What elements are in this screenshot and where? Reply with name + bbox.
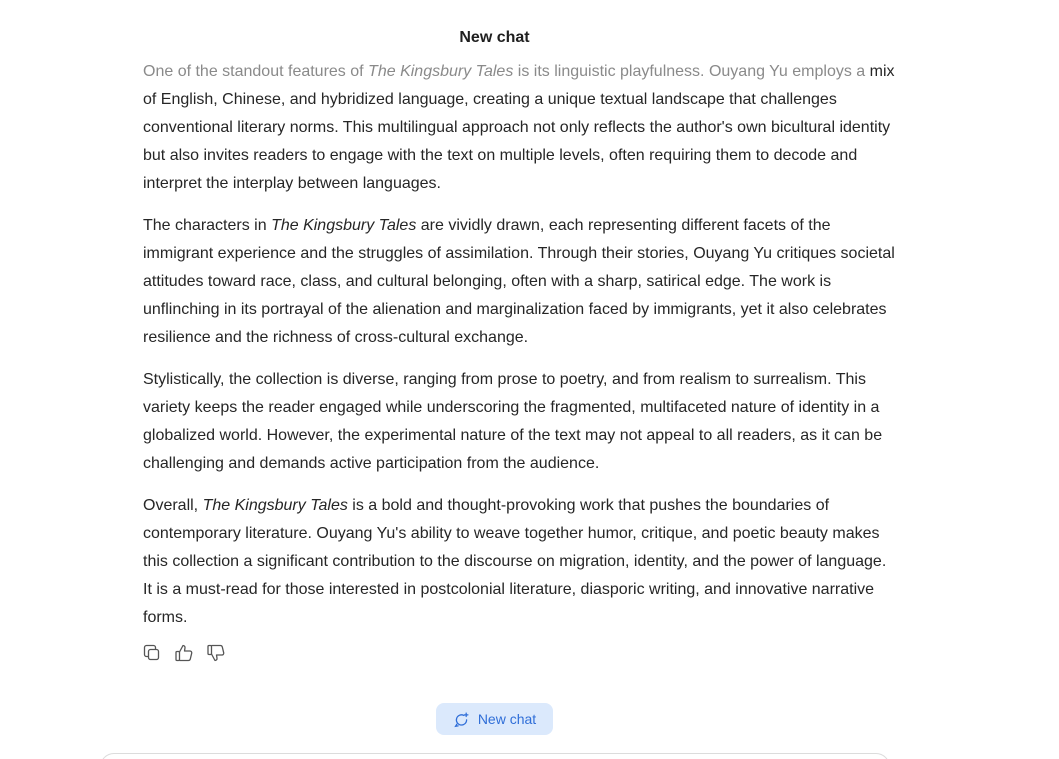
paragraph-text: is its linguistic playfulness. Ouyang Yu employs a (513, 63, 866, 80)
paragraph-text: One of the standout features of (143, 63, 369, 80)
message-paragraph (143, 212, 895, 352)
page-title: New chat (459, 29, 530, 46)
paragraph-text: are vividly drawn, each representing different facets of the immigrant experience and the struggles of assimilation. Through their stories, Ouyang Yu critiques societal attitudes toward race, class, and cultural belonging, often with a sharp, satirical edge. The work is unflinching in its portrayal of the alienation and marginalization faced by immigrants, yet it also celebrates resilience and the richness of cross-cultural exchange. (143, 217, 895, 346)
book-title: The Kingsbury Tales (271, 217, 417, 234)
assistant-message (143, 58, 895, 646)
thumbs-down-icon (206, 643, 226, 663)
thumbs-up-icon (174, 643, 194, 663)
book-title: The Kingsbury Tales (202, 497, 348, 514)
chat-input-box[interactable] (100, 753, 890, 759)
thumbs-up-button[interactable] (173, 642, 195, 664)
paragraph-text: Overall, (143, 497, 203, 514)
paragraph-text: is a bold and thought-provoking work that pushes the boundaries of contemporary literature. Ouyang Yu's ability to weave together humor, critique, and poetic beauty makes this collection a significant contribution to the discourse on migration, identity, and the power of language. It is a must-read for those interested in postcolonial literature, diasporic writing, and innovative narrative forms. (143, 497, 887, 626)
message-paragraph (143, 492, 895, 632)
copy-button[interactable] (141, 642, 163, 664)
book-title: The Kingsbury Tales (368, 63, 514, 80)
paragraph-text: The characters in (143, 217, 272, 234)
copy-icon (142, 643, 162, 663)
message-paragraph (143, 366, 895, 478)
message-actions (141, 642, 227, 664)
paragraph-text: mix of English, Chinese, and hybridized language, creating a unique textual landscape that challenges conventional literary norms. This multilingual approach not only reflects the author's own bicultural identity but also invites readers to engage with the text on multiple levels, often requiring them to decode and interpret the interplay between languages. (143, 63, 895, 192)
message-paragraph (143, 58, 895, 198)
new-chat-button[interactable] (436, 703, 553, 735)
thumbs-down-button[interactable] (205, 642, 227, 664)
paragraph-text: Stylistically, the collection is diverse, ranging from prose to poetry, and from realism to surrealism. This variety keeps the reader engaged while underscoring the fragmented, multifaceted nature of identity in a globalized world. However, the experimental nature of the text may not appeal to all readers, as it can be challenging and demands active participation from the audience. (143, 371, 883, 472)
new-chat-label: New chat (477, 711, 537, 727)
new-chat-icon (453, 711, 470, 728)
